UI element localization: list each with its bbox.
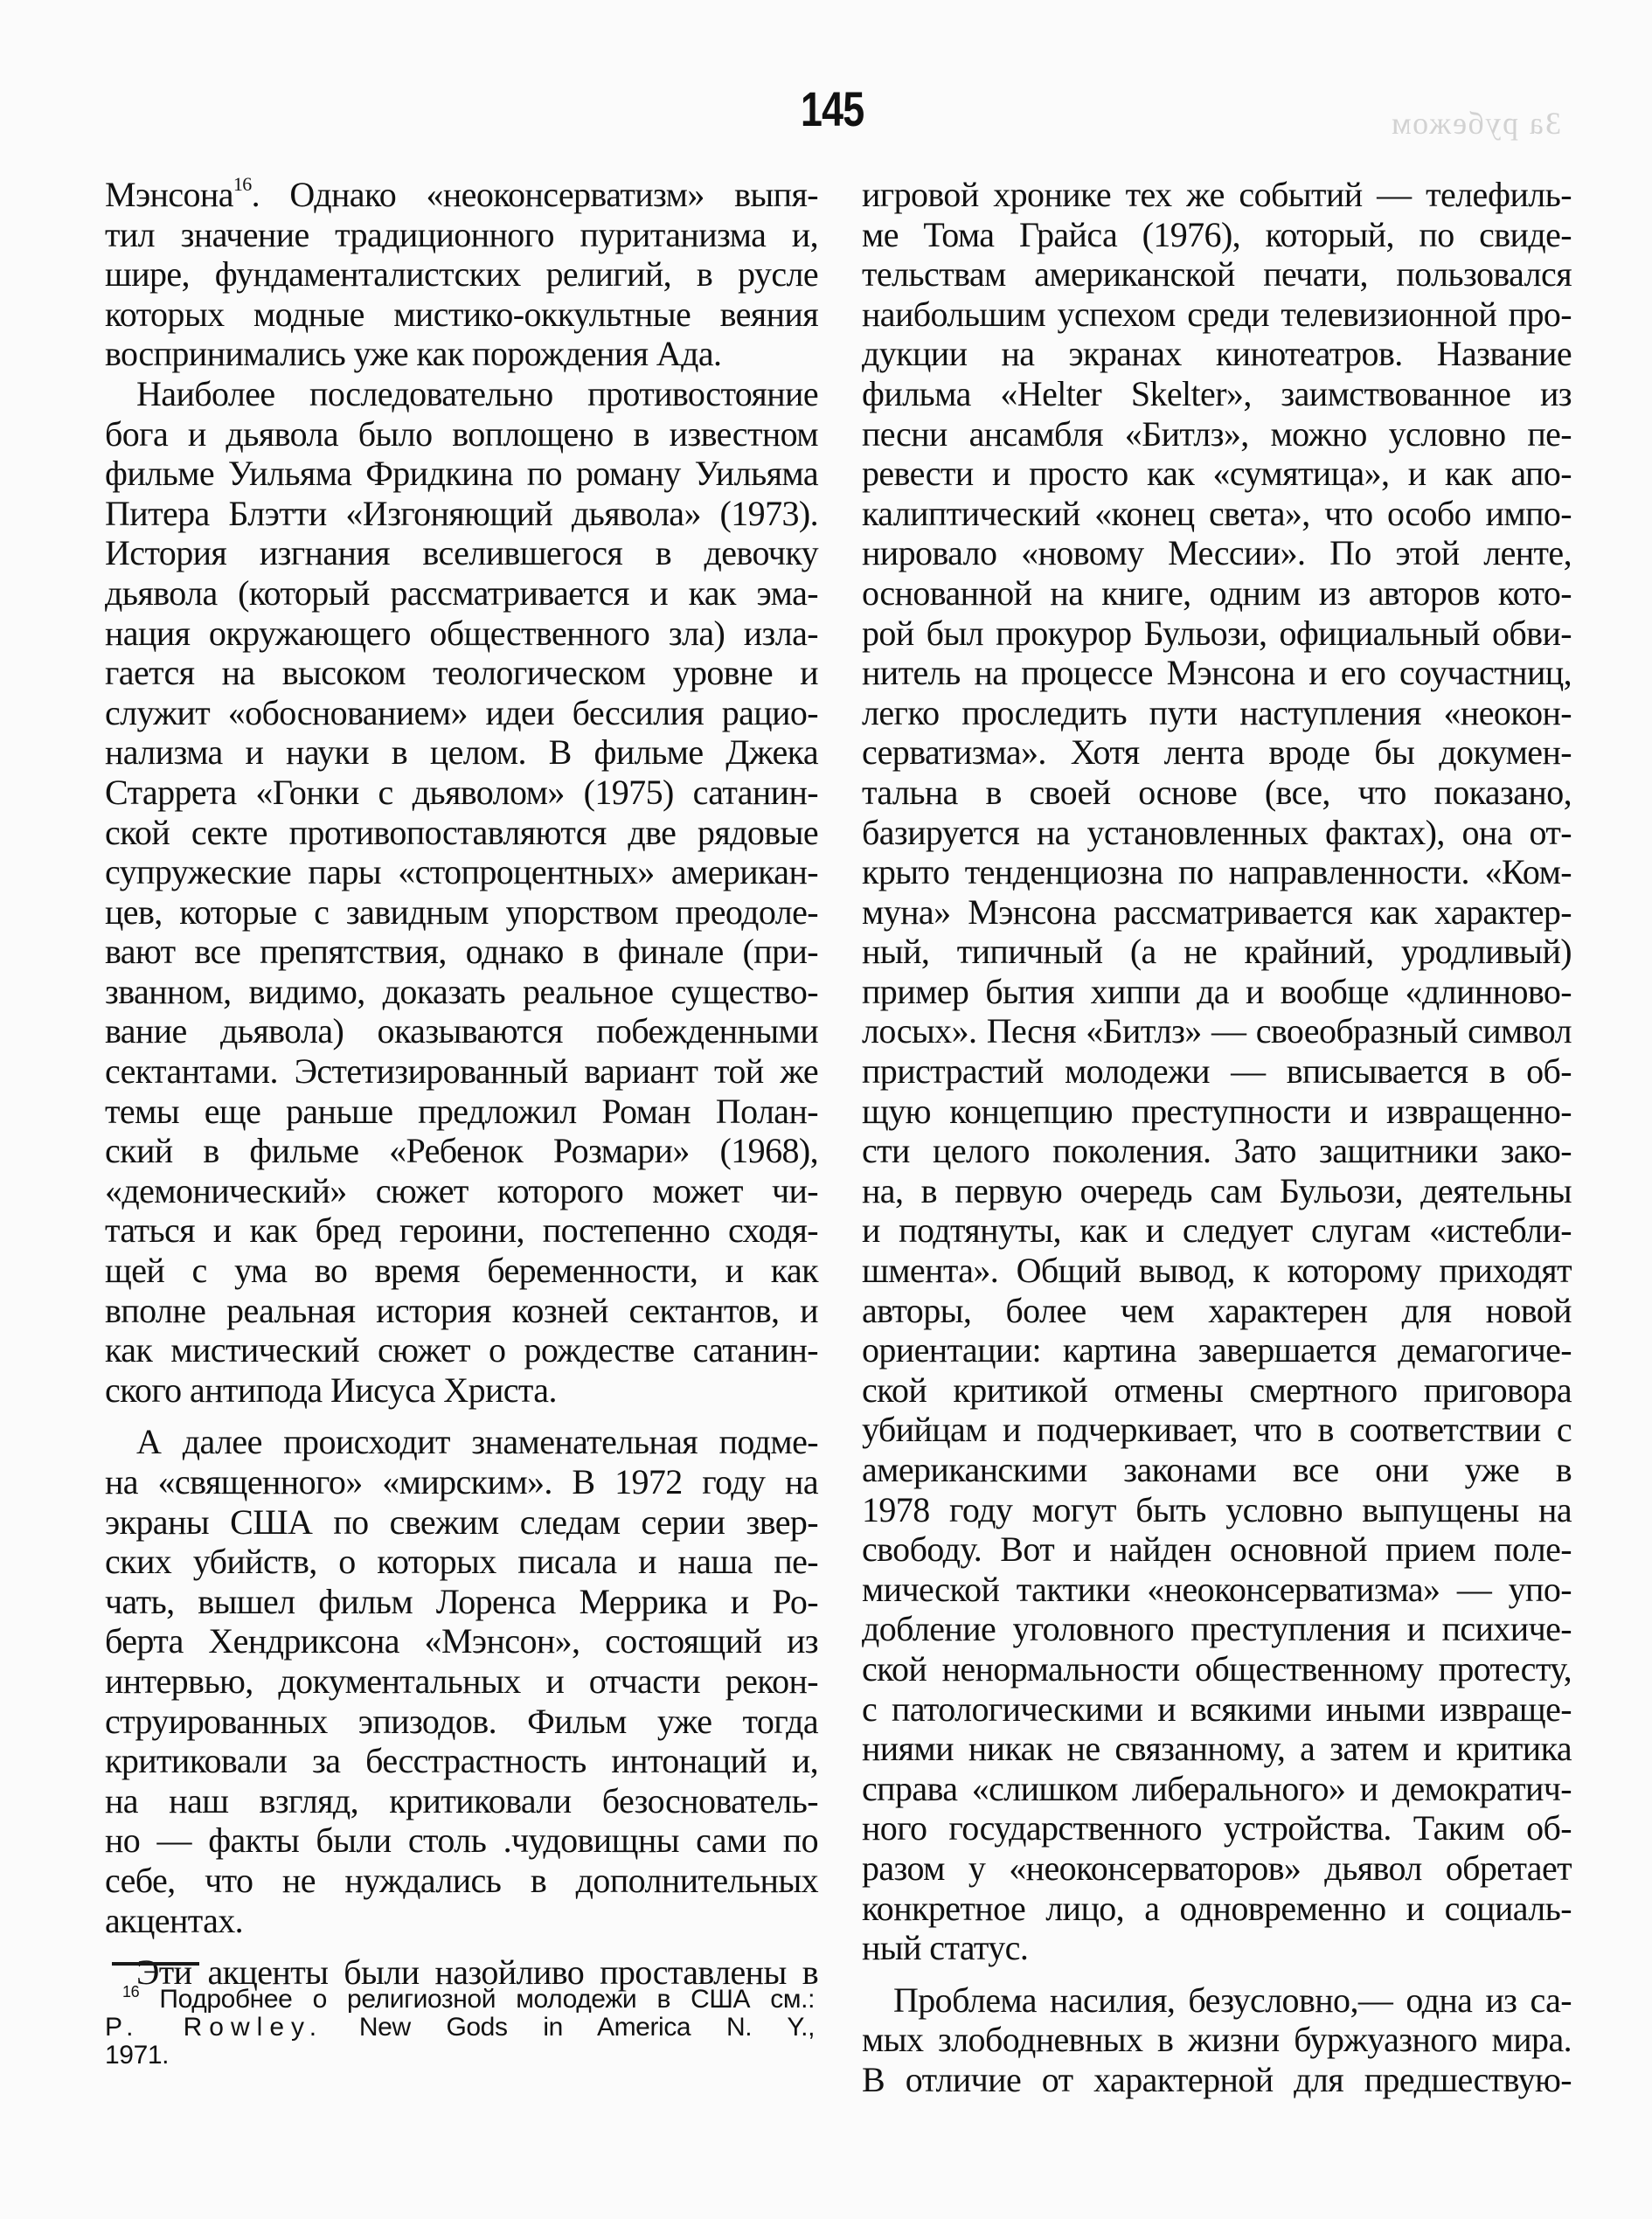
line-text: Питера Блэтти «Изгоняющий дьявола» (1973).: [105, 493, 818, 533]
line-text: ревести и просто как «сумятица», и как апо-: [862, 454, 1572, 494]
text-line: [862, 1889, 1572, 1929]
text-line: [105, 1330, 818, 1370]
line-text: нировало «новому Мессии». По этой ленте,: [862, 533, 1572, 573]
line-text: мической тактики «неоконсерватизма» — упо-: [862, 1569, 1572, 1609]
line-text: ного государственного устройства. Таким об-: [862, 1808, 1572, 1848]
text-line: [105, 1051, 818, 1092]
text-line: [862, 932, 1572, 972]
text-line: [105, 852, 818, 892]
line-text: свободу. Вот и найден основной прием поле-: [862, 1529, 1572, 1570]
text-line: [862, 1609, 1572, 1649]
text-line: [105, 1462, 818, 1502]
text-line: [862, 1689, 1572, 1730]
footnote-text: Подробнее о религиозной молодежи в США см.:: [159, 1985, 816, 2014]
line-text: супружеские пары «стопроцентных» американ-: [105, 852, 818, 892]
text-line: [105, 614, 818, 654]
text-line: [862, 1210, 1572, 1251]
text-line: [862, 1291, 1572, 1331]
line-text: тельствам американской печати, пользовался: [862, 254, 1572, 295]
text-line: [862, 1928, 1572, 1968]
line-text: авторы, более чем характерен для новой: [862, 1290, 1572, 1330]
text-line: [105, 1661, 818, 1702]
line-text: вполне реальная история козней сектантов, и: [105, 1290, 818, 1330]
text-line: [105, 175, 818, 215]
text-line: [862, 732, 1572, 773]
line-text: тальна в своей основе (все, что показано,: [862, 772, 1572, 812]
text-line: [862, 414, 1572, 454]
text-line: [105, 1422, 818, 1462]
text-line: [105, 653, 818, 693]
text-line: [105, 1251, 818, 1291]
text-line: [862, 1529, 1572, 1570]
paragraph-gap: [105, 1940, 818, 1952]
text-line: [105, 295, 818, 335]
text-line: [105, 215, 818, 255]
line-text: лосых». Песня «Битлз» — своеобразный символ: [862, 1011, 1572, 1051]
line-text: нитель на процессе Мэнсона и его соучастниц,: [862, 653, 1572, 693]
text-line: [862, 1051, 1572, 1092]
line-text: фильме Уильяма Фридкина по роману Уильяма: [105, 454, 818, 494]
text-line: [105, 494, 818, 534]
text-line: [105, 732, 818, 773]
text-line: [862, 175, 1572, 215]
line-text: рой был прокурор Бульози, официальный обви-: [862, 613, 1572, 653]
line-text: служит «обоснованием» идеи бессилия рацио-: [105, 692, 818, 732]
text-line: [862, 295, 1572, 335]
text-line: [105, 1370, 818, 1411]
text-line: [105, 1861, 818, 1901]
footnote: [105, 1983, 816, 2070]
line-text: званном, видимо, доказать реальное существо-: [105, 971, 818, 1011]
line-text: ского антипода Иисуса Христа.: [105, 1370, 557, 1410]
line-text: вают все препятствия, однако в финале (при-: [105, 932, 818, 972]
line-text: ской критикой отмены смертного приговора: [862, 1370, 1572, 1410]
text-line: [862, 1171, 1572, 1211]
footnote-number: 16: [122, 1983, 140, 2001]
line-text: ских убийств, о которых писала и наша пе-: [105, 1542, 818, 1582]
bleed-through-running-header: За рубежом: [1390, 106, 1561, 141]
left-text-column: [105, 175, 818, 1993]
footnote-line: [105, 2014, 815, 2042]
footnote-author: P. Rowley.: [105, 2013, 324, 2042]
text-line: [862, 1092, 1572, 1132]
footnote-line: [105, 1983, 816, 2014]
text-line: [862, 2060, 1572, 2100]
line-text: ский в фильме «Ребенок Розмари» (1968),: [105, 1131, 818, 1171]
line-text: бога и дьявола было воплощено в известном: [105, 413, 818, 454]
line-text: ской ненормальности общественному протесту,: [862, 1648, 1572, 1689]
text-line: [105, 1542, 818, 1582]
text-line: [862, 1769, 1572, 1809]
text-line: [862, 254, 1572, 295]
line-text: 1978 году могут быть условно выпущены на: [862, 1489, 1572, 1529]
line-text: легко проследить пути наступления «неокон-: [862, 692, 1572, 732]
line-text: игровой хронике тех же событий — телефиль-: [862, 175, 1572, 214]
text-line: [862, 1131, 1572, 1171]
text-line: [862, 1848, 1572, 1889]
line-text: чать, вышел фильм Лоренса Меррика и Ро-: [105, 1581, 818, 1621]
text-line: [105, 1171, 818, 1211]
footnote-text: New Gods in America N. Y.,: [358, 2013, 816, 2042]
text-line: [105, 972, 818, 1012]
line-text: американскими законами все они уже в: [862, 1450, 1572, 1489]
text-line: [862, 693, 1572, 733]
text-line: [105, 892, 818, 933]
line-text: на «священного» «мирским». В 1972 году на: [105, 1462, 818, 1501]
line-text: струированных эпизодов. Фильм уже тогда: [105, 1701, 818, 1741]
text-line: [862, 2020, 1572, 2060]
line-text: вание дьявола) оказываются побежденными: [105, 1011, 818, 1051]
text-line: [862, 573, 1572, 614]
text-line: [862, 374, 1572, 414]
text-line: [862, 1370, 1572, 1411]
line-text: справа «слишком либерального» и демократич-: [862, 1768, 1572, 1808]
text-line: [105, 773, 818, 813]
text-line: [105, 1702, 818, 1742]
text-line: [105, 932, 818, 972]
line-text: на наш взгляд, критиковали безоснователь-: [105, 1780, 818, 1820]
line-text: пример бытия хиппи да и вообще «длинново-: [862, 971, 1572, 1011]
line-text: Старрета «Гонки с дьяволом» (1975) сатанин-: [105, 772, 818, 812]
line-text: В отличие от характерной для предшествую-: [862, 2059, 1572, 2099]
text-line: [862, 1330, 1572, 1370]
footnote-divider: [112, 1962, 199, 1966]
line-text: муна» Мэнсона рассматривается как характер-: [862, 891, 1572, 932]
line-text: «демонический» сюжет которого может чи-: [105, 1170, 818, 1210]
text-line: [862, 1649, 1572, 1689]
line-text: ской секте противопоставляются две рядовые: [105, 812, 818, 852]
text-line: [862, 454, 1572, 494]
text-line: [105, 254, 818, 295]
text-line: [862, 215, 1572, 255]
text-line: [105, 1741, 818, 1781]
line-text: разом у «неоконсерваторов» дьявол обретает: [862, 1848, 1572, 1888]
line-text: Мэнсона: [105, 175, 233, 214]
footnote-line: [105, 2042, 815, 2070]
text-line: [862, 1570, 1572, 1610]
page-number: 145: [801, 81, 864, 136]
text-line: [862, 892, 1572, 933]
paragraph-gap: [105, 1410, 818, 1422]
line-text: дьявола (который рассматривается и как эма-: [105, 572, 818, 613]
line-text: базируется на установленных фактах), она от-: [862, 812, 1572, 852]
line-text: добление уголовного преступления и психиче-: [862, 1609, 1572, 1649]
text-line: [105, 1901, 818, 1941]
text-line: [105, 1820, 818, 1861]
line-text: ориентации: картина завершается демагогиче-: [862, 1330, 1572, 1370]
text-line: [862, 1490, 1572, 1530]
line-text: цев, которые с завидным упорством преодоле-: [105, 891, 818, 932]
line-text: таться и как бред героини, постепенно сходя-: [105, 1210, 818, 1251]
line-text: но — факты были столь .чудовищны сами по: [105, 1820, 818, 1861]
text-line: [862, 852, 1572, 892]
line-text: критиковали за бесстрастность интонаций и,: [105, 1741, 818, 1781]
line-text: Проблема насилия, безусловно,— одна из са-: [893, 1980, 1572, 2020]
text-line: [105, 573, 818, 614]
text-line: [862, 1251, 1572, 1291]
text-line: [105, 1621, 818, 1661]
line-text: интервью, документальных и отчасти рекон-: [105, 1661, 818, 1701]
line-text: убийцам и подчеркивает, что в соответствии с: [862, 1410, 1572, 1450]
right-text-column: [862, 175, 1572, 2100]
line-text: акцентах.: [105, 1900, 244, 1940]
text-line: [105, 1582, 818, 1622]
text-line: [105, 374, 818, 414]
line-text: основанной на книге, одним из авторов кото-: [862, 572, 1572, 613]
footnote-reference[interactable]: 16: [233, 173, 252, 195]
line-text: воспринимались уже как порождения Ада.: [105, 334, 722, 374]
line-text: гается на высоком теологическом уровне и: [105, 653, 818, 693]
line-text: калиптический «конец света», что особо импо-: [862, 493, 1572, 533]
line-text: на, в первую очередь сам Бульози, деятельны: [862, 1170, 1572, 1210]
line-text: с патологическими и всякими иными извраще-: [862, 1689, 1572, 1729]
line-text: себе, что не нуждались в дополнительных: [105, 1860, 818, 1900]
text-line: [862, 653, 1572, 693]
line-text: дукции на экранах кинотеатров. Название: [862, 334, 1572, 374]
text-line: [105, 454, 818, 494]
line-text: мых злободневных в жизни буржуазного мира.: [862, 2020, 1572, 2060]
text-line: [862, 334, 1572, 374]
text-line: [105, 813, 818, 853]
text-line: [105, 1781, 818, 1821]
text-line: [862, 1410, 1572, 1450]
line-text: берта Хендриксона «Мэнсон», состоящий из: [105, 1621, 818, 1661]
paragraph-gap: [862, 1968, 1572, 1980]
line-text: Эти акценты были назойливо проставлены в: [136, 1952, 818, 1993]
line-text: нация окружающего общественного зла) изла-: [105, 613, 818, 653]
line-text: крыто тенденциозна по направленности. «Ком-: [862, 852, 1572, 892]
text-line: [105, 414, 818, 454]
footnote-year: 1971.: [105, 2041, 170, 2070]
line-text: темы еще раньше предложил Роман Полан-: [105, 1091, 818, 1131]
text-line: [105, 1291, 818, 1331]
text-line: [862, 813, 1572, 853]
line-text: фильма «Helter Skelter», заимствованное из: [862, 373, 1572, 413]
text-line: [105, 1210, 818, 1251]
line-text: нализма и науки в целом. В фильме Джека: [105, 732, 818, 773]
line-text: и подтянуты, как и следует слугам «истебли-: [862, 1210, 1572, 1251]
text-line: [862, 773, 1572, 813]
line-text: А далее происходит знаменательная подме-: [136, 1422, 818, 1462]
line-text: шире, фундаменталистских религий, в русле: [105, 254, 818, 295]
text-line: [862, 1980, 1572, 2021]
line-text: конкретное лицо, а одновременно и социаль-: [862, 1888, 1572, 1928]
text-line: [862, 972, 1572, 1012]
text-line: [862, 1808, 1572, 1848]
line-text: ный статус.: [862, 1928, 1029, 1968]
text-line: [105, 334, 818, 374]
text-line: [862, 1011, 1572, 1051]
line-text: серватизма». Хотя лента вроде бы докумен-: [862, 732, 1572, 773]
line-text: щей с ума во время беременности, и как: [105, 1251, 818, 1291]
line-text: пристрастий молодежи — вписывается в об-: [862, 1051, 1572, 1092]
line-text: . Однако «неоконсерватизм» выпя-: [251, 175, 818, 214]
line-text: шмента». Общий вывод, к которому приходят: [862, 1251, 1572, 1291]
line-text: сектантами. Эстетизированный вариант той же: [105, 1051, 818, 1092]
line-text: которых модные мистико-оккультные веяния: [105, 294, 818, 334]
text-line: [105, 1092, 818, 1132]
line-text: Наиболее последовательно противостояние: [136, 373, 818, 413]
text-line: [105, 693, 818, 733]
line-text: щую концепцию преступности и извращенно-: [862, 1091, 1572, 1131]
text-line: [105, 533, 818, 573]
line-text: экраны США по свежим следам серии звер-: [105, 1501, 818, 1542]
line-text: тил значение традиционного пуританизма и,: [105, 214, 818, 254]
text-line: [862, 533, 1572, 573]
line-text: ный, типичный (а не крайний, уродливый): [862, 932, 1572, 972]
line-text: как мистический сюжет о рождестве сатанин-: [105, 1330, 818, 1370]
line-text: История изгнания вселившегося в девочку: [105, 533, 818, 573]
text-line: [862, 614, 1572, 654]
text-line: [862, 1729, 1572, 1769]
line-text: сти целого поколения. Зато защитники зако-: [862, 1131, 1572, 1171]
text-line: [105, 1011, 818, 1051]
text-line: [105, 1131, 818, 1171]
line-text: ниями никак не связанному, а затем и критика: [862, 1729, 1572, 1769]
line-text: ме Тома Грайса (1976), который, по свиде-: [862, 214, 1572, 254]
line-text: песни ансамбля «Битлз», можно условно пе-: [862, 413, 1572, 454]
text-line: [862, 494, 1572, 534]
text-line: [862, 1450, 1572, 1490]
text-line: [105, 1502, 818, 1543]
line-text: наибольшим успехом среди телевизионной про-: [862, 294, 1572, 334]
